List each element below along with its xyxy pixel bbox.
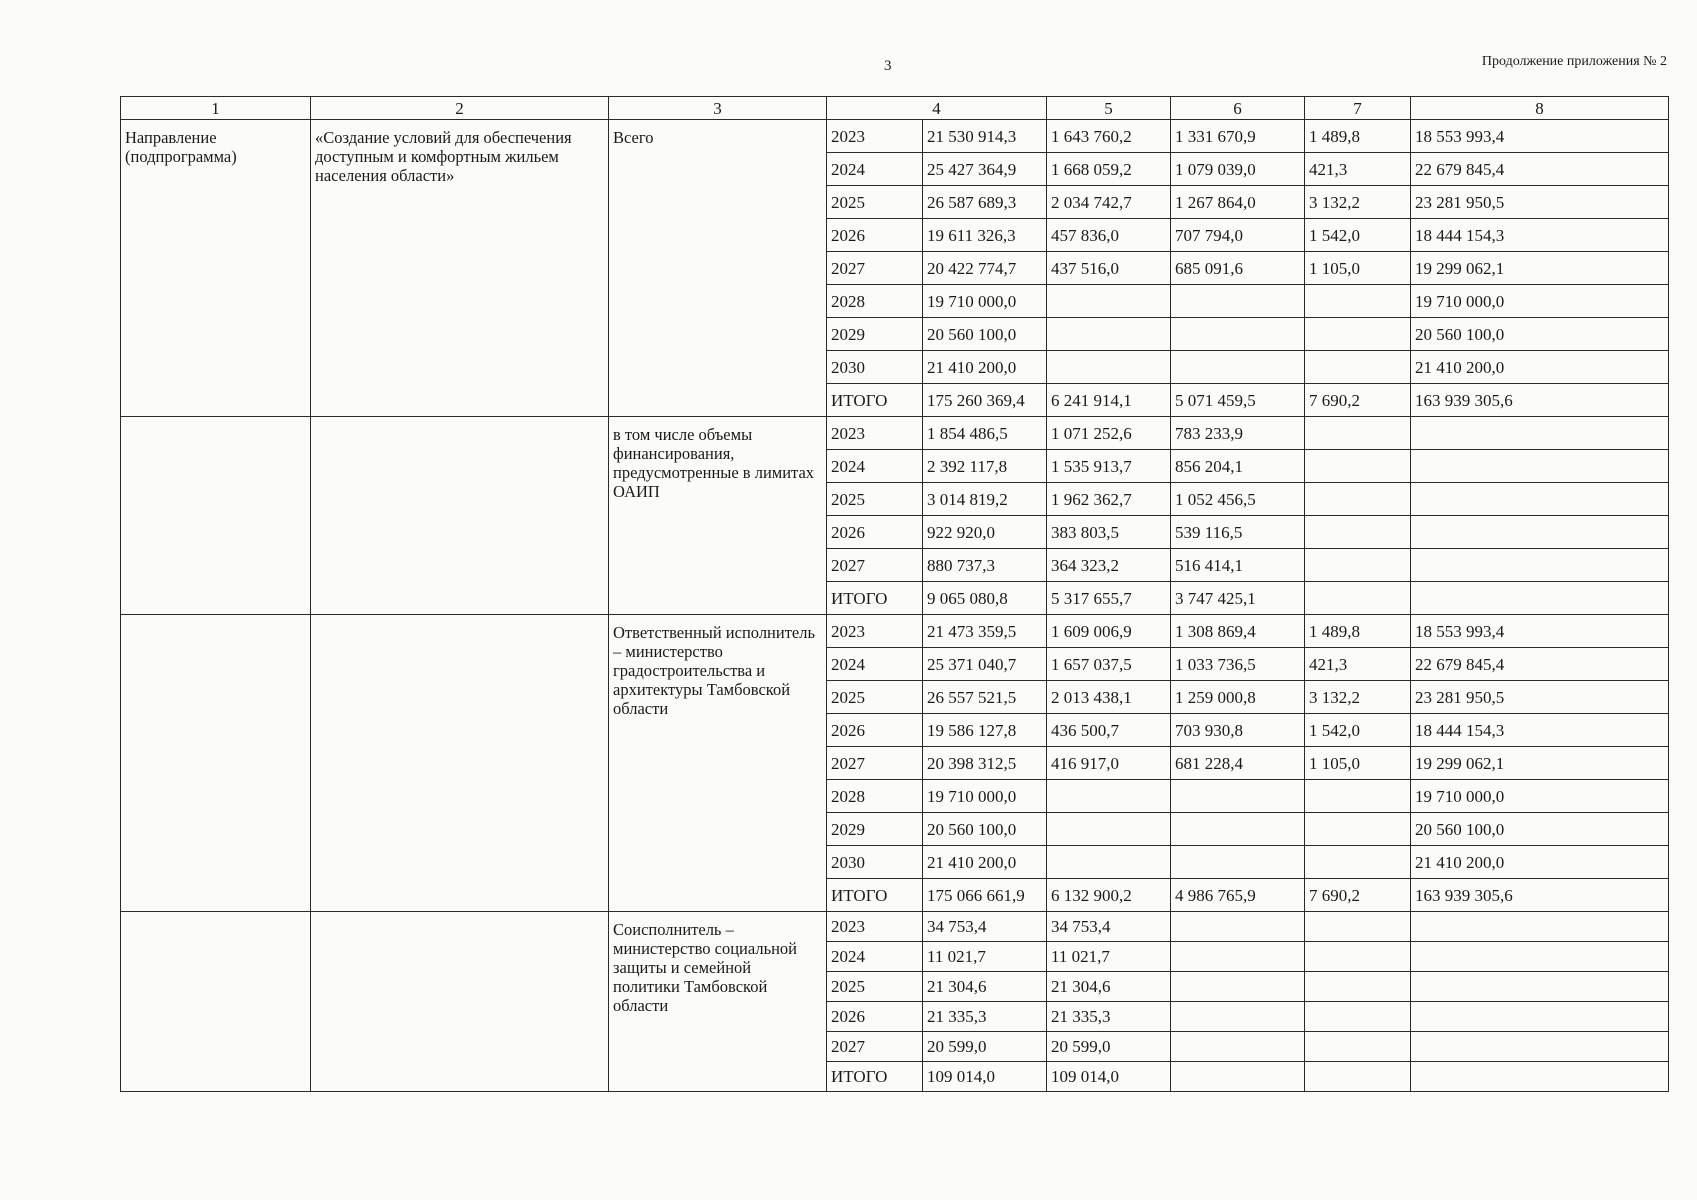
header-col-2: 2 (311, 97, 609, 120)
executor-cell: Всего (609, 120, 827, 417)
extra-cell: 20 560 100,0 (1411, 813, 1669, 846)
year-cell: 2024 (827, 450, 923, 483)
total-cell: 20 398 312,5 (923, 747, 1047, 780)
executor-cell: Соисполнитель – министерство социальной защиты и семейной политики Тамбовской области (609, 912, 827, 1092)
federal-cell: 2 013 438,1 (1047, 681, 1171, 714)
extra-cell: 20 560 100,0 (1411, 318, 1669, 351)
regional-cell: 1 308 869,4 (1171, 615, 1305, 648)
federal-cell: 457 836,0 (1047, 219, 1171, 252)
year-cell: 2027 (827, 1032, 923, 1062)
year-cell: 2026 (827, 1002, 923, 1032)
subprogram-name-cell (311, 615, 609, 912)
year-cell: 2025 (827, 483, 923, 516)
local-cell: 3 132,2 (1305, 186, 1411, 219)
extra-cell: 163 939 305,6 (1411, 384, 1669, 417)
local-cell (1305, 813, 1411, 846)
local-cell (1305, 516, 1411, 549)
year-cell: 2025 (827, 681, 923, 714)
regional-cell: 4 986 765,9 (1171, 879, 1305, 912)
federal-cell: 109 014,0 (1047, 1062, 1171, 1092)
header-col-4: 4 (827, 97, 1047, 120)
regional-cell: 539 116,5 (1171, 516, 1305, 549)
extra-cell: 23 281 950,5 (1411, 681, 1669, 714)
executor-cell: Ответственный исполнитель – министерство градостроительства и архитектуры Тамбовской области (609, 615, 827, 912)
total-cell: 109 014,0 (923, 1062, 1047, 1092)
total-cell: 21 473 359,5 (923, 615, 1047, 648)
extra-cell: 19 299 062,1 (1411, 747, 1669, 780)
regional-cell: 1 052 456,5 (1171, 483, 1305, 516)
regional-cell: 707 794,0 (1171, 219, 1305, 252)
regional-cell (1171, 972, 1305, 1002)
extra-cell: 21 410 200,0 (1411, 351, 1669, 384)
year-cell: 2025 (827, 186, 923, 219)
total-cell: 19 586 127,8 (923, 714, 1047, 747)
extra-cell (1411, 450, 1669, 483)
year-cell: 2023 (827, 417, 923, 450)
regional-cell (1171, 285, 1305, 318)
regional-cell: 703 930,8 (1171, 714, 1305, 747)
year-cell: 2023 (827, 120, 923, 153)
year-cell: 2029 (827, 318, 923, 351)
total-cell: 34 753,4 (923, 912, 1047, 942)
local-cell (1305, 1062, 1411, 1092)
year-cell: 2026 (827, 516, 923, 549)
total-cell: 2 392 117,8 (923, 450, 1047, 483)
local-cell: 1 542,0 (1305, 219, 1411, 252)
year-cell: 2024 (827, 648, 923, 681)
year-cell: 2025 (827, 972, 923, 1002)
subprogram-name-cell: «Создание условий для обеспечения доступным и комфортным жильем населения области» (311, 120, 609, 417)
local-cell: 421,3 (1305, 648, 1411, 681)
federal-cell: 11 021,7 (1047, 942, 1171, 972)
extra-cell (1411, 1032, 1669, 1062)
year-cell: 2023 (827, 615, 923, 648)
regional-cell: 1 033 736,5 (1171, 648, 1305, 681)
federal-cell: 1 535 913,7 (1047, 450, 1171, 483)
regional-cell: 1 079 039,0 (1171, 153, 1305, 186)
local-cell: 7 690,2 (1305, 384, 1411, 417)
extra-cell: 18 444 154,3 (1411, 219, 1669, 252)
year-cell: ИТОГО (827, 582, 923, 615)
page-number: 3 (884, 58, 892, 74)
extra-cell: 22 679 845,4 (1411, 648, 1669, 681)
direction-label-cell (121, 912, 311, 1092)
federal-cell: 2 034 742,7 (1047, 186, 1171, 219)
year-cell: 2027 (827, 252, 923, 285)
total-cell: 922 920,0 (923, 516, 1047, 549)
regional-cell (1171, 846, 1305, 879)
regional-cell: 1 267 864,0 (1171, 186, 1305, 219)
regional-cell (1171, 813, 1305, 846)
total-cell: 26 587 689,3 (923, 186, 1047, 219)
regional-cell (1171, 351, 1305, 384)
header-col-7: 7 (1305, 97, 1411, 120)
year-cell: 2024 (827, 153, 923, 186)
total-cell: 11 021,7 (923, 942, 1047, 972)
total-cell: 1 854 486,5 (923, 417, 1047, 450)
federal-cell: 21 335,3 (1047, 1002, 1171, 1032)
total-cell: 19 611 326,3 (923, 219, 1047, 252)
local-cell (1305, 318, 1411, 351)
total-cell: 175 260 369,4 (923, 384, 1047, 417)
local-cell: 1 542,0 (1305, 714, 1411, 747)
header-col-5: 5 (1047, 97, 1171, 120)
total-cell: 21 304,6 (923, 972, 1047, 1002)
local-cell: 3 132,2 (1305, 681, 1411, 714)
direction-label-cell (121, 615, 311, 912)
federal-cell: 21 304,6 (1047, 972, 1171, 1002)
federal-cell (1047, 846, 1171, 879)
federal-cell: 20 599,0 (1047, 1032, 1171, 1062)
federal-cell: 1 657 037,5 (1047, 648, 1171, 681)
year-cell: ИТОГО (827, 384, 923, 417)
regional-cell (1171, 318, 1305, 351)
local-cell: 1 105,0 (1305, 252, 1411, 285)
total-cell: 21 335,3 (923, 1002, 1047, 1032)
year-cell: 2030 (827, 846, 923, 879)
local-cell (1305, 483, 1411, 516)
header-col-8: 8 (1411, 97, 1669, 120)
regional-cell: 516 414,1 (1171, 549, 1305, 582)
extra-cell: 21 410 200,0 (1411, 846, 1669, 879)
year-cell: 2026 (827, 714, 923, 747)
extra-cell: 19 710 000,0 (1411, 285, 1669, 318)
table-row (121, 615, 1669, 648)
local-cell (1305, 972, 1411, 1002)
year-cell: 2027 (827, 549, 923, 582)
local-cell (1305, 846, 1411, 879)
total-cell: 3 014 819,2 (923, 483, 1047, 516)
total-cell: 20 560 100,0 (923, 318, 1047, 351)
federal-cell (1047, 351, 1171, 384)
regional-cell: 681 228,4 (1171, 747, 1305, 780)
extra-cell: 22 679 845,4 (1411, 153, 1669, 186)
regional-cell: 685 091,6 (1171, 252, 1305, 285)
total-cell: 20 422 774,7 (923, 252, 1047, 285)
regional-cell (1171, 1062, 1305, 1092)
regional-cell: 1 259 000,8 (1171, 681, 1305, 714)
table-row (121, 912, 1669, 942)
federal-cell: 5 317 655,7 (1047, 582, 1171, 615)
year-cell: 2024 (827, 942, 923, 972)
local-cell (1305, 417, 1411, 450)
local-cell: 1 105,0 (1305, 747, 1411, 780)
year-cell: 2028 (827, 780, 923, 813)
extra-cell (1411, 516, 1669, 549)
header-col-6: 6 (1171, 97, 1305, 120)
total-cell: 175 066 661,9 (923, 879, 1047, 912)
federal-cell: 1 071 252,6 (1047, 417, 1171, 450)
extra-cell (1411, 549, 1669, 582)
year-cell: 2026 (827, 219, 923, 252)
federal-cell: 437 516,0 (1047, 252, 1171, 285)
local-cell: 1 489,8 (1305, 120, 1411, 153)
extra-cell (1411, 942, 1669, 972)
total-cell: 20 599,0 (923, 1032, 1047, 1062)
federal-cell: 1 643 760,2 (1047, 120, 1171, 153)
total-cell: 26 557 521,5 (923, 681, 1047, 714)
direction-label-cell: Направление (подпрограмма) (121, 120, 311, 417)
federal-cell (1047, 780, 1171, 813)
local-cell: 7 690,2 (1305, 879, 1411, 912)
local-cell (1305, 285, 1411, 318)
federal-cell: 6 241 914,1 (1047, 384, 1171, 417)
local-cell (1305, 780, 1411, 813)
extra-cell: 163 939 305,6 (1411, 879, 1669, 912)
year-cell: 2027 (827, 747, 923, 780)
regional-cell (1171, 1032, 1305, 1062)
local-cell (1305, 1002, 1411, 1032)
local-cell (1305, 582, 1411, 615)
federal-cell: 436 500,7 (1047, 714, 1171, 747)
total-cell: 20 560 100,0 (923, 813, 1047, 846)
direction-label-cell (121, 417, 311, 615)
year-cell: 2029 (827, 813, 923, 846)
header-row (121, 97, 1669, 120)
continuation-label: Продолжение приложения № 2 (1481, 54, 1667, 69)
total-cell: 21 410 200,0 (923, 351, 1047, 384)
subprogram-name-cell (311, 417, 609, 615)
federal-cell: 1 609 006,9 (1047, 615, 1171, 648)
extra-cell (1411, 483, 1669, 516)
local-cell (1305, 912, 1411, 942)
regional-cell: 856 204,1 (1171, 450, 1305, 483)
federal-cell: 364 323,2 (1047, 549, 1171, 582)
extra-cell: 18 444 154,3 (1411, 714, 1669, 747)
header-col-1: 1 (121, 97, 311, 120)
regional-cell: 3 747 425,1 (1171, 582, 1305, 615)
federal-cell (1047, 285, 1171, 318)
regional-cell (1171, 912, 1305, 942)
executor-cell: в том числе объемы финансирования, предусмотренные в лимитах ОАИП (609, 417, 827, 615)
year-cell: 2023 (827, 912, 923, 942)
federal-cell: 416 917,0 (1047, 747, 1171, 780)
table-row (121, 120, 1669, 153)
header-col-3: 3 (609, 97, 827, 120)
federal-cell: 6 132 900,2 (1047, 879, 1171, 912)
extra-cell: 18 553 993,4 (1411, 120, 1669, 153)
regional-cell: 1 331 670,9 (1171, 120, 1305, 153)
local-cell: 421,3 (1305, 153, 1411, 186)
federal-cell: 1 962 362,7 (1047, 483, 1171, 516)
federal-cell (1047, 813, 1171, 846)
federal-cell: 383 803,5 (1047, 516, 1171, 549)
regional-cell: 5 071 459,5 (1171, 384, 1305, 417)
extra-cell (1411, 417, 1669, 450)
year-cell: ИТОГО (827, 879, 923, 912)
local-cell (1305, 942, 1411, 972)
extra-cell: 19 299 062,1 (1411, 252, 1669, 285)
subprogram-name-cell (311, 912, 609, 1092)
local-cell (1305, 450, 1411, 483)
extra-cell: 18 553 993,4 (1411, 615, 1669, 648)
federal-cell (1047, 318, 1171, 351)
local-cell (1305, 1032, 1411, 1062)
local-cell (1305, 549, 1411, 582)
total-cell: 19 710 000,0 (923, 285, 1047, 318)
total-cell: 9 065 080,8 (923, 582, 1047, 615)
extra-cell (1411, 912, 1669, 942)
total-cell: 25 371 040,7 (923, 648, 1047, 681)
federal-cell: 1 668 059,2 (1047, 153, 1171, 186)
total-cell: 19 710 000,0 (923, 780, 1047, 813)
table-body (121, 120, 1669, 1092)
financing-table (120, 96, 1669, 1092)
extra-cell (1411, 972, 1669, 1002)
extra-cell (1411, 582, 1669, 615)
extra-cell (1411, 1002, 1669, 1032)
extra-cell: 23 281 950,5 (1411, 186, 1669, 219)
local-cell (1305, 351, 1411, 384)
year-cell: 2030 (827, 351, 923, 384)
year-cell: 2028 (827, 285, 923, 318)
total-cell: 21 410 200,0 (923, 846, 1047, 879)
regional-cell (1171, 1002, 1305, 1032)
extra-cell (1411, 1062, 1669, 1092)
local-cell: 1 489,8 (1305, 615, 1411, 648)
regional-cell: 783 233,9 (1171, 417, 1305, 450)
table-row (121, 417, 1669, 450)
regional-cell (1171, 780, 1305, 813)
total-cell: 880 737,3 (923, 549, 1047, 582)
year-cell: ИТОГО (827, 1062, 923, 1092)
total-cell: 21 530 914,3 (923, 120, 1047, 153)
extra-cell: 19 710 000,0 (1411, 780, 1669, 813)
regional-cell (1171, 942, 1305, 972)
total-cell: 25 427 364,9 (923, 153, 1047, 186)
federal-cell: 34 753,4 (1047, 912, 1171, 942)
